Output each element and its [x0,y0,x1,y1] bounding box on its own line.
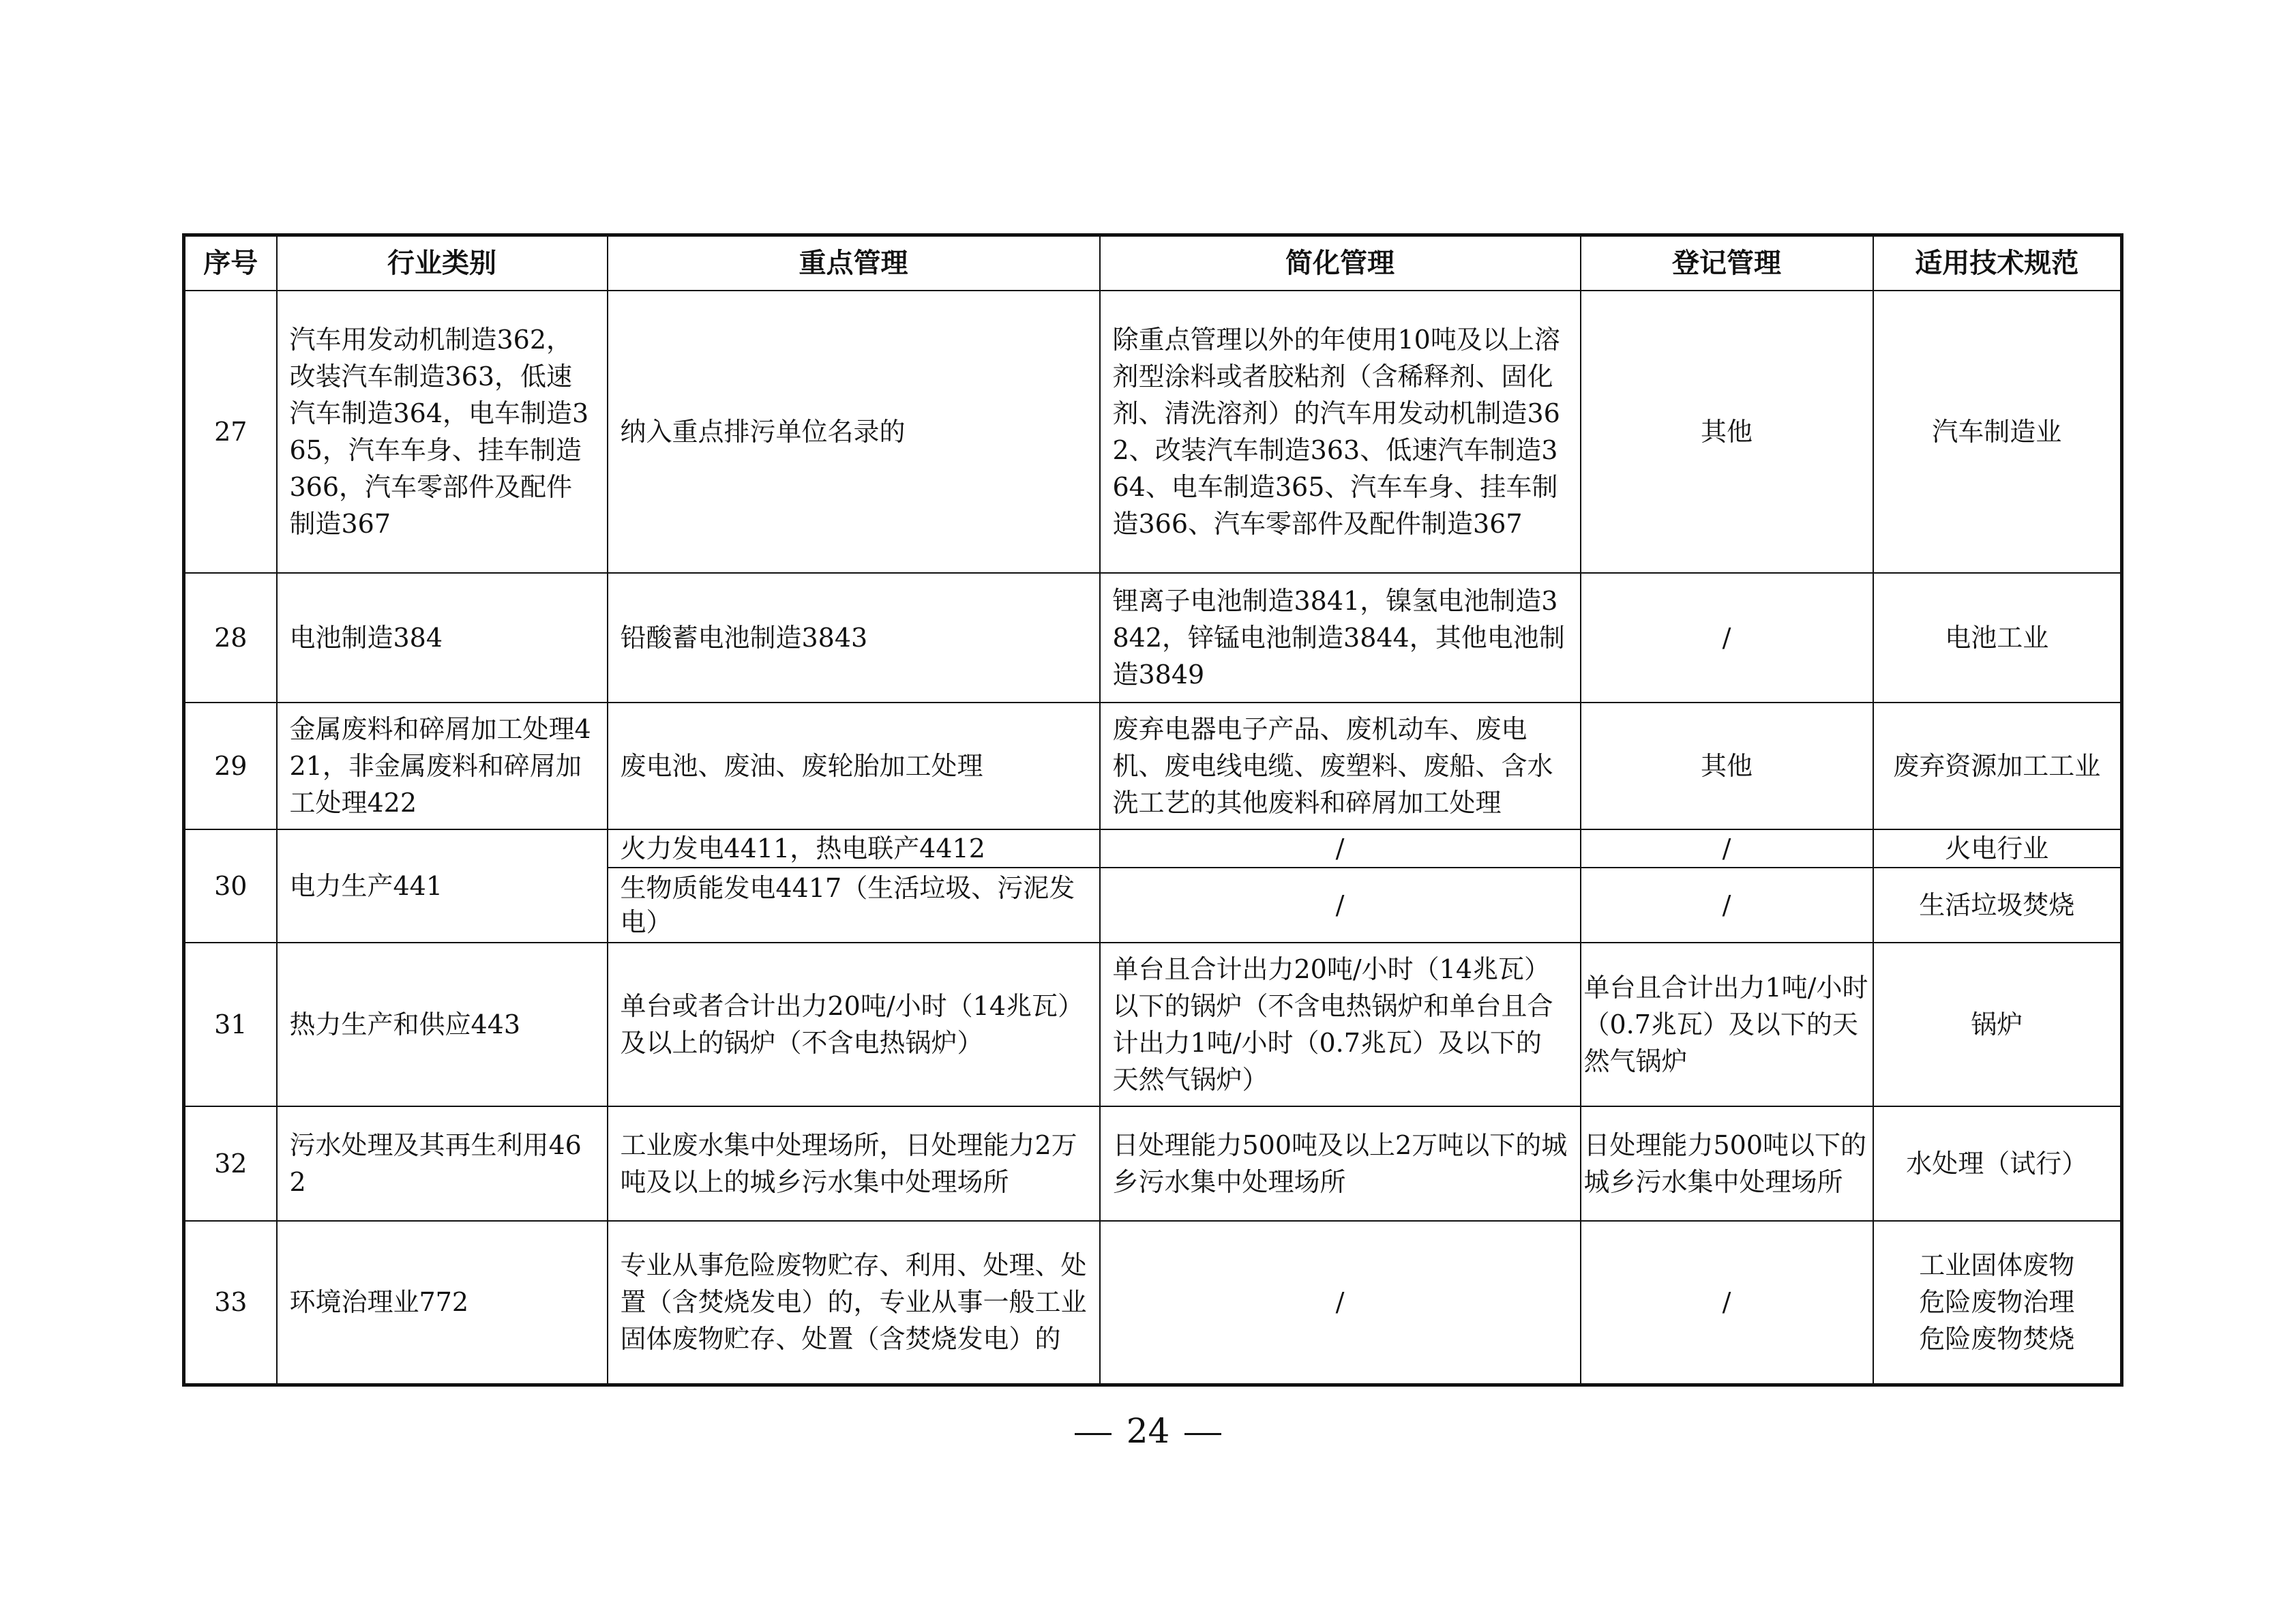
row-serial-number: 32 [184,1106,277,1221]
row-key-management: 铅酸蓄电池制造3843 [608,573,1100,703]
page-number: 24 [1126,1411,1170,1451]
table-row [184,291,2122,573]
row-simplified-management: 单台且合计出力20吨/小时（14兆瓦）以下的锅炉（不含电热锅炉和单台且合计出力1吨/小时（0.7兆瓦）及以下的天然气锅炉） [1100,943,1581,1106]
row-key-management: 纳入重点排污单位名录的 [608,291,1100,573]
row-technical-specification [1873,1221,2122,1385]
row-simplified-management: 锂离子电池制造3841，镍氢电池制造3842，锌锰电池制造3844，其他电池制造3849 [1100,573,1581,703]
row-registration-management: / [1581,868,1873,943]
row-industry-category: 汽车用发动机制造362，改装汽车制造363，低速汽车制造364，电车制造365，汽车车身、挂车制造366，汽车零部件及配件制造367 [277,291,608,573]
spec-line: 危险废物治理 [1919,1287,2075,1318]
footer-dash-right [1184,1433,1221,1435]
row-key-management: 生物质能发电4417（生活垃圾、污泥发电） [608,868,1100,943]
row-registration-management: 日处理能力500吨以下的城乡污水集中处理场所 [1581,1106,1873,1221]
row-serial-number: 31 [184,943,277,1106]
row-simplified-management: 除重点管理以外的年使用10吨及以上溶剂型涂料或者胶粘剂（含稀释剂、固化剂、清洗溶剂）的汽车用发动机制造362、改装汽车制造363、低速汽车制造364、电车制造365、汽车车身、挂车制造366、汽车零部件及配件制造367 [1100,291,1581,573]
row-registration-management: / [1581,1221,1873,1385]
table-row [184,1221,2122,1385]
row-simplified-management: / [1100,868,1581,943]
row-technical-specification: 水处理（试行） [1873,1106,2122,1221]
row-industry-category: 电力生产441 [277,829,608,943]
header-serial-number: 序号 [184,235,277,291]
row-industry-category: 热力生产和供应443 [277,943,608,1106]
table-row [184,703,2122,829]
row-key-management: 工业废水集中处理场所，日处理能力2万吨及以上的城乡污水集中处理场所 [608,1106,1100,1221]
permit-management-table [182,233,2123,1387]
header-technical-specification: 适用技术规范 [1873,235,2122,291]
row-registration-management: 其他 [1581,291,1873,573]
header-key-management: 重点管理 [608,235,1100,291]
table-row [184,573,2122,703]
row-registration-management: 单台且合计出力1吨/小时（0.7兆瓦）及以下的天然气锅炉 [1581,943,1873,1106]
row-technical-specification: 废弃资源加工工业 [1873,703,2122,829]
row-industry-category: 金属废料和碎屑加工处理421，非金属废料和碎屑加工处理422 [277,703,608,829]
row-technical-specification: 汽车制造业 [1873,291,2122,573]
row-key-management: 废电池、废油、废轮胎加工处理 [608,703,1100,829]
table-row [184,829,2122,868]
page-footer [0,1404,2296,1458]
row-registration-management: / [1581,573,1873,703]
row-key-management: 单台或者合计出力20吨/小时（14兆瓦）及以上的锅炉（不含电热锅炉） [608,943,1100,1106]
spec-line: 危险废物焚烧 [1919,1324,2075,1355]
row-serial-number: 28 [184,573,277,703]
row-technical-specification: 生活垃圾焚烧 [1873,868,2122,943]
row-industry-category: 污水处理及其再生利用462 [277,1106,608,1221]
row-industry-category: 环境治理业772 [277,1221,608,1385]
row-technical-specification: 锅炉 [1873,943,2122,1106]
row-key-management: 专业从事危险废物贮存、利用、处理、处置（含焚烧发电）的，专业从事一般工业固体废物贮存、处置（含焚烧发电）的 [608,1221,1100,1385]
spec-line: 工业固体废物 [1919,1250,2075,1281]
header-registration-management: 登记管理 [1581,235,1873,291]
row-serial-number: 29 [184,703,277,829]
table-row [184,1106,2122,1221]
row-serial-number: 33 [184,1221,277,1385]
row-serial-number: 30 [184,829,277,943]
header-industry-category: 行业类别 [277,235,608,291]
table-row [184,943,2122,1106]
row-technical-specification: 火电行业 [1873,829,2122,868]
row-key-management: 火力发电4411，热电联产4412 [608,829,1100,868]
row-registration-management: 其他 [1581,703,1873,829]
table-header-row [184,235,2122,291]
row-simplified-management: / [1100,1221,1581,1385]
footer-dash-left [1075,1433,1112,1435]
row-serial-number: 27 [184,291,277,573]
row-registration-management: / [1581,829,1873,868]
row-technical-specification: 电池工业 [1873,573,2122,703]
header-simplified-management: 简化管理 [1100,235,1581,291]
row-simplified-management: 日处理能力500吨及以上2万吨以下的城乡污水集中处理场所 [1100,1106,1581,1221]
row-industry-category: 电池制造384 [277,573,608,703]
row-simplified-management: / [1100,829,1581,868]
row-simplified-management: 废弃电器电子产品、废机动车、废电机、废电线电缆、废塑料、废船、含水洗工艺的其他废料和碎屑加工处理 [1100,703,1581,829]
